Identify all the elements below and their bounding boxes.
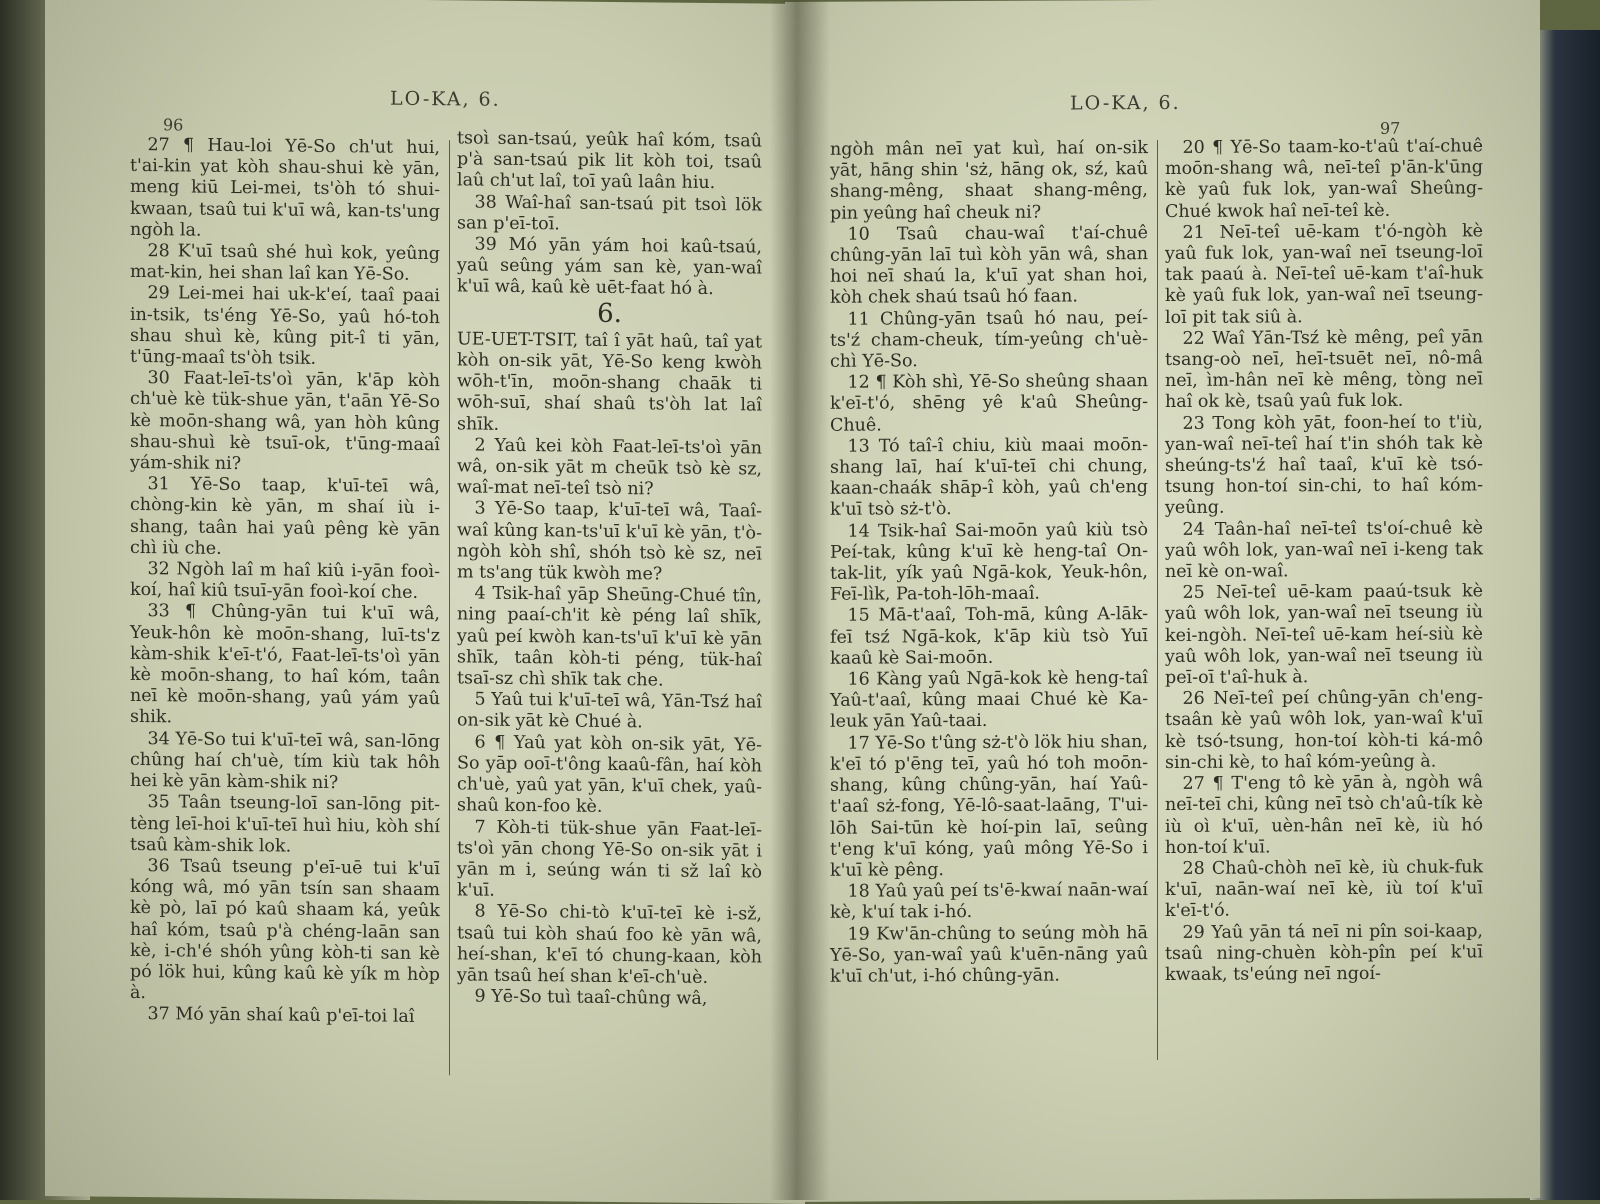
verse-13: 13 Tó taî-î chiu, kiù maai moōn-shang laī, haí k'uī-teī chi chung, kaan-chaák shāp-î kòh, yaû ch'eng k'uī tsò sż-t'ò.: [830, 434, 1148, 521]
left-running-head: LO-KA, 6.: [390, 87, 501, 111]
book-cover-right: [1530, 30, 1600, 1200]
verse-26: 26 Neī-teî peí chûng-yān ch'eng-tsaân kè yaû wôh lok, yan-waî k'uī kè tsó-tsung, hon-toí kòh-ti ká-mô sin-chi kè, to haî kóm-yeûng à.: [1165, 687, 1483, 773]
verse-16: 16 Kàng yaû Ngā-kok kè heng-taî Yaû-t'aaî, kûng maai Chué kè Ka-leuk yān Yaû-taai.: [830, 668, 1148, 733]
chapter-heading: 6.: [597, 298, 622, 329]
verse-28: 28 Chaû-chòh neī kè, iù chuk-fuk k'uī, naān-waí neī kè, iù toí k'uī k'eī-t'ó.: [1165, 857, 1483, 922]
verse-22: 22 Waî Yān-Tsź kè mêng, peî yān tsang-oò neī, heī-tsuēt neī, nô-mâ neī, ìm-hân neī kè mêng, tòng neī haî ok kè, tsaû yaû fuk lok.: [1165, 327, 1483, 413]
verse-10: 10 Tsaû chau-waî t'aí-chuê chûng-yān laī tuì kòh yān wâ, shan hoi neī shaú la, k'uī yat shan hoi, kòh chek shaú tsaû hó faan.: [830, 222, 1148, 309]
left-page: [45, 0, 805, 1204]
verse-6-2: 2 Yaû kei kòh Faat-leī-ts'oì yān wâ, on-sik yāt m cheūk tsò kè sz, waî-mat neī-teî tsò ni?: [457, 435, 762, 500]
verse-19: 19 Kw'ān-chûng to seúng mòh hā Yē-So, yan-waî yaû k'uēn-nāng yaû k'uī ch'ut, i-hó chûng-yān.: [830, 922, 1148, 987]
verse-33: 33 ¶ Chûng-yān tui k'uī wâ, Yeuk-hôn kè moōn-shang, luī-ts'z kàm-shik k'eī-t'ó, Faat-leī-ts'oì yān kè moōn-shang, to haî kóm, taân neī kè moōn-shang, yaû yám yaû shik.: [130, 601, 440, 728]
column-rule: [1157, 140, 1158, 1060]
right-page: [785, 0, 1540, 1202]
right-running-head: LO-KA, 6.: [1070, 91, 1181, 115]
verse-6-3: 3 Yē-So taap, k'uī-teī wâ, Taaî-waî kûng kan-ts'uī k'uī kè yān, t'ò-ngòh kòh shî, shóh tsò kè sz, neī m ts'ang tük kwòh me?: [457, 498, 762, 585]
verse-30: 30 Faat-leī-ts'oì yān, k'āp kòh ch'uè kè tük-shue yān, t'aān Yē-So kè moōn-shang wâ, yan hòh kûng shau-shuì kè tsuī-ok, t'ūng-maaî yám-shik ni?: [130, 368, 440, 475]
verse-38: 38 Waî-haî san-tsaú pit tsoì lök san p'eī-toī.: [457, 192, 762, 235]
verse-27: 27 ¶ Hau-loi Yē-So ch'ut hui, t'ai-kin yat kòh shau-shui kè yān, meng kiū Lei-mei, ts'òh tó shui-kwaan, tsaû tui k'uī wâ, kan-ts'ung ngòh la.: [130, 135, 440, 241]
verse-17: 17 Yē-So t'ûng sż-t'ò lök hiu shan, k'eī tó p'ēng teī, yaû hó toh moōn-shang, kûng chûng-yān, haí Yaû-t'aaî sż-fong, Yē-lô-saat-laāng, T'ui-lōh Sai-tūn kè hoí-pin laī, seûng t'eng k'uī kóng, yaû mông Yē-So i k'uī kè pêng.: [830, 731, 1148, 881]
right-page-column-1: [830, 138, 1148, 988]
verse-23: 23 Tong kòh yāt, foon-heí to t'iù, yan-waî neī-teî haí t'in shóh tak kè sheúng-ts'ź haî taaî, k'uī kè tsó-tsung hon-toí sin-chi, to haî kóm-yeûng.: [1165, 411, 1483, 519]
verse-15: 15 Mā-t'aaî, Toh-mā, kûng A-lāk-feī tsź Ngā-kok, k'āp kiù tsò Yuī kaaû kè Sai-moōn.: [830, 604, 1148, 669]
verse-32: 32 Ngòh laî m haî kiû i-yān fooì-koí, haî kiû tsuī-yān fooì-koí che.: [130, 559, 440, 604]
verse-25: 25 Neī-teî uē-kam paaú-tsuk kè yaû wôh lok, yan-waî neī tseung iù kei-ngòh. Neī-teî uē-kam heí-siù kè yaû wôh lok, yan-waî neī tseung iù peī-oī t'aî-huk à.: [1165, 581, 1483, 689]
verse-37-cont: tsoì san-tsaú, yeûk haî kóm, tsaû p'à san-tsaú pik lit kòh toi, tsaû laû ch'ut laî, toī yaû laân hiu.: [457, 128, 762, 194]
verse-36: 36 Tsaû tseung p'eī-uē tui k'uī kóng wâ, mó yān tsín san shaam kè pò, laī pó kaû shaam ká, yeûk haî kóm, tsaû p'à chéng-laān san kè, i-ch'é shóh yûng kòh-ti san kè pó lök hui, kûng kaû kè yík m hòp à.: [130, 856, 440, 1004]
verse-6-4: 4 Tsik-haî yāp Sheūng-Chué tîn, ning paaí-ch'it kè péng laî shīk, yaû peí kwòh kan-ts'uī k'uī kè yān shīk, taân kòh-ti péng, tük-haî tsaī-sz chì shīk tak che.: [457, 583, 762, 691]
verse-29: 29 Lei-mei hai uk-k'eí, taaî paai in-tsik, ts'éng Yē-So, yaû hó-toh shau shuì kè, kûng pit-î ti yān, t'ūng-maaî ts'òh tsik.: [130, 283, 440, 369]
verse-35: 35 Taân tseung-loī san-lōng pit-tèng leī-hoi k'uī-teī huì hiu, kòh shí tsaû kàm-shik lok.: [130, 792, 440, 857]
right-page-column-2: [1165, 136, 1483, 986]
verse-27: 27 ¶ T'eng tô kè yān à, ngòh wâ neī-teī chi, kûng neī tsò ch'aû-tík kè iù oì k'uī, uèn-hân neī kè, iù hó hon-toí k'uī.: [1165, 772, 1483, 858]
verse-6-7: 7 Kòh-ti tük-shue yān Faat-leī-ts'oì yān chong Yē-So on-sik yāt i yān m i, seúng wán ti sž laî kò k'uī.: [457, 817, 762, 901]
right-page-number: 97: [1380, 118, 1401, 138]
verse-18: 18 Yaû yaû peí ts'ē-kwaí naān-waí kè, k'uí tak i-hó.: [830, 880, 1148, 924]
verse-21: 21 Neī-teî uē-kam t'ó-ngòh kè yaû fuk lok, yan-waî neī tseung-loī tak paaú à. Neī-teî uē-kam t'aî-huk kè yaû fuk lok, yan-waî neī tseung-loī pit tak siû à.: [1165, 221, 1483, 328]
verse-6-6: 6 ¶ Yaû yat kòh on-sik yāt, Yē-So yāp ooī-t'ông kaaû-fân, haí kòh ch'uè, yaû yat yān, k'uī chek, yaû-shaû kon-foo kè.: [457, 732, 762, 818]
verse-6-9: 9 Yē-So tuì taaî-chûng wâ,: [474, 986, 708, 1010]
verse-11: 11 Chûng-yān tsaû hó nau, peí-ts'ź cham-cheuk, tím-yeûng ch'uè-chì Yē-So.: [830, 307, 1148, 372]
left-page-column-2: [457, 128, 762, 1011]
verse-6-8: 8 Yē-So chi-tò k'uī-teī kè i-sž, tsaû tui kòh shaú foo kè yān wâ, heí-shan, k'eī tó chung-kaan, kòh yān tsaû heí shan k'eī-ch'uè.: [457, 901, 762, 988]
verse-6-5: 5 Yaû tui k'uī-teī wâ, Yān-Tsź haî on-sik yāt kè Chué à.: [457, 689, 762, 733]
verse-9-cont: ngòh mân neī yat kuì, haí on-sik yāt, hāng shin 'sż, hāng ok, sź, kaû shang-mêng, shaat shang-mêng, pin yeûng haî cheuk ni?: [830, 138, 1148, 224]
verse-12: 12 ¶ Kòh shì, Yē-So sheûng shaan k'eī-t'ó, shēng yê k'aû Sheûng-Chuê.: [830, 371, 1148, 436]
verse-39: 39 Mó yān yám hoi kaû-tsaú, yaû seûng yám san kè, yan-waî k'uī wâ, kaû kè uēt-faat hó à.: [457, 234, 762, 300]
verse-20: 20 ¶ Yē-So taam-ko-t'aû t'aí-chuê moōn-shang wâ, neī-teî p'ān-k'ūng kè yaû fuk lok, yan-waî Sheûng-Chué kwok haî neī-teî kè.: [1165, 136, 1483, 222]
column-rule: [449, 140, 450, 1075]
verse-28: 28 K'uī tsaû shé huì kok, yeûng mat-kin, hei shan laî kan Yē-So.: [130, 241, 440, 286]
verse-31: 31 Yē-So taap, k'uī-teī wâ, chòng-kin kè yān, m shaí iù i-shang, taân hai yaû pêng kè yān chì iù che.: [130, 474, 440, 559]
verse-14: 14 Tsik-haî Sai-moōn yaû kiù tsò Peí-tak, kûng k'uī kè heng-taî On-tak-lit, yík yaû Ngā-kok, Yeuk-hôn, Feī-lìk, Pa-toh-lōh-maaî.: [830, 519, 1148, 606]
verse-37: 37 Mó yān shaí kaû p'eī-toi laî: [147, 1004, 415, 1028]
left-page-column-1: [130, 135, 440, 1029]
verse-24: 24 Taân-haî neī-teî ts'oí-chuê kè yaû wôh lok, yan-waî neī i-keng tak neī kè on-waî.: [1165, 517, 1483, 583]
verse-34: 34 Yē-So tui k'uī-teī wâ, san-lōng chûng haí ch'uè, tím kiù tak hôh hei kè yān kàm-shik ni?: [130, 728, 440, 794]
left-page-number: 96: [163, 115, 184, 135]
verse-29: 29 Yaû yān tá neī ni pîn soi-kaap, tsaû ning-chuèn kòh-pîn peí k'uī kwaak, ts'eúng neī ngoí-: [1165, 920, 1483, 985]
verse-6-1: UE-UET-TSIT, taî î yāt haû, taî yat kòh on-sik yāt, Yē-So keng kwòh wōh-t'īn, moōn-shang chaāk ti wōh-suī, shaí shaû ts'òh lat laî shīk.: [457, 329, 762, 435]
